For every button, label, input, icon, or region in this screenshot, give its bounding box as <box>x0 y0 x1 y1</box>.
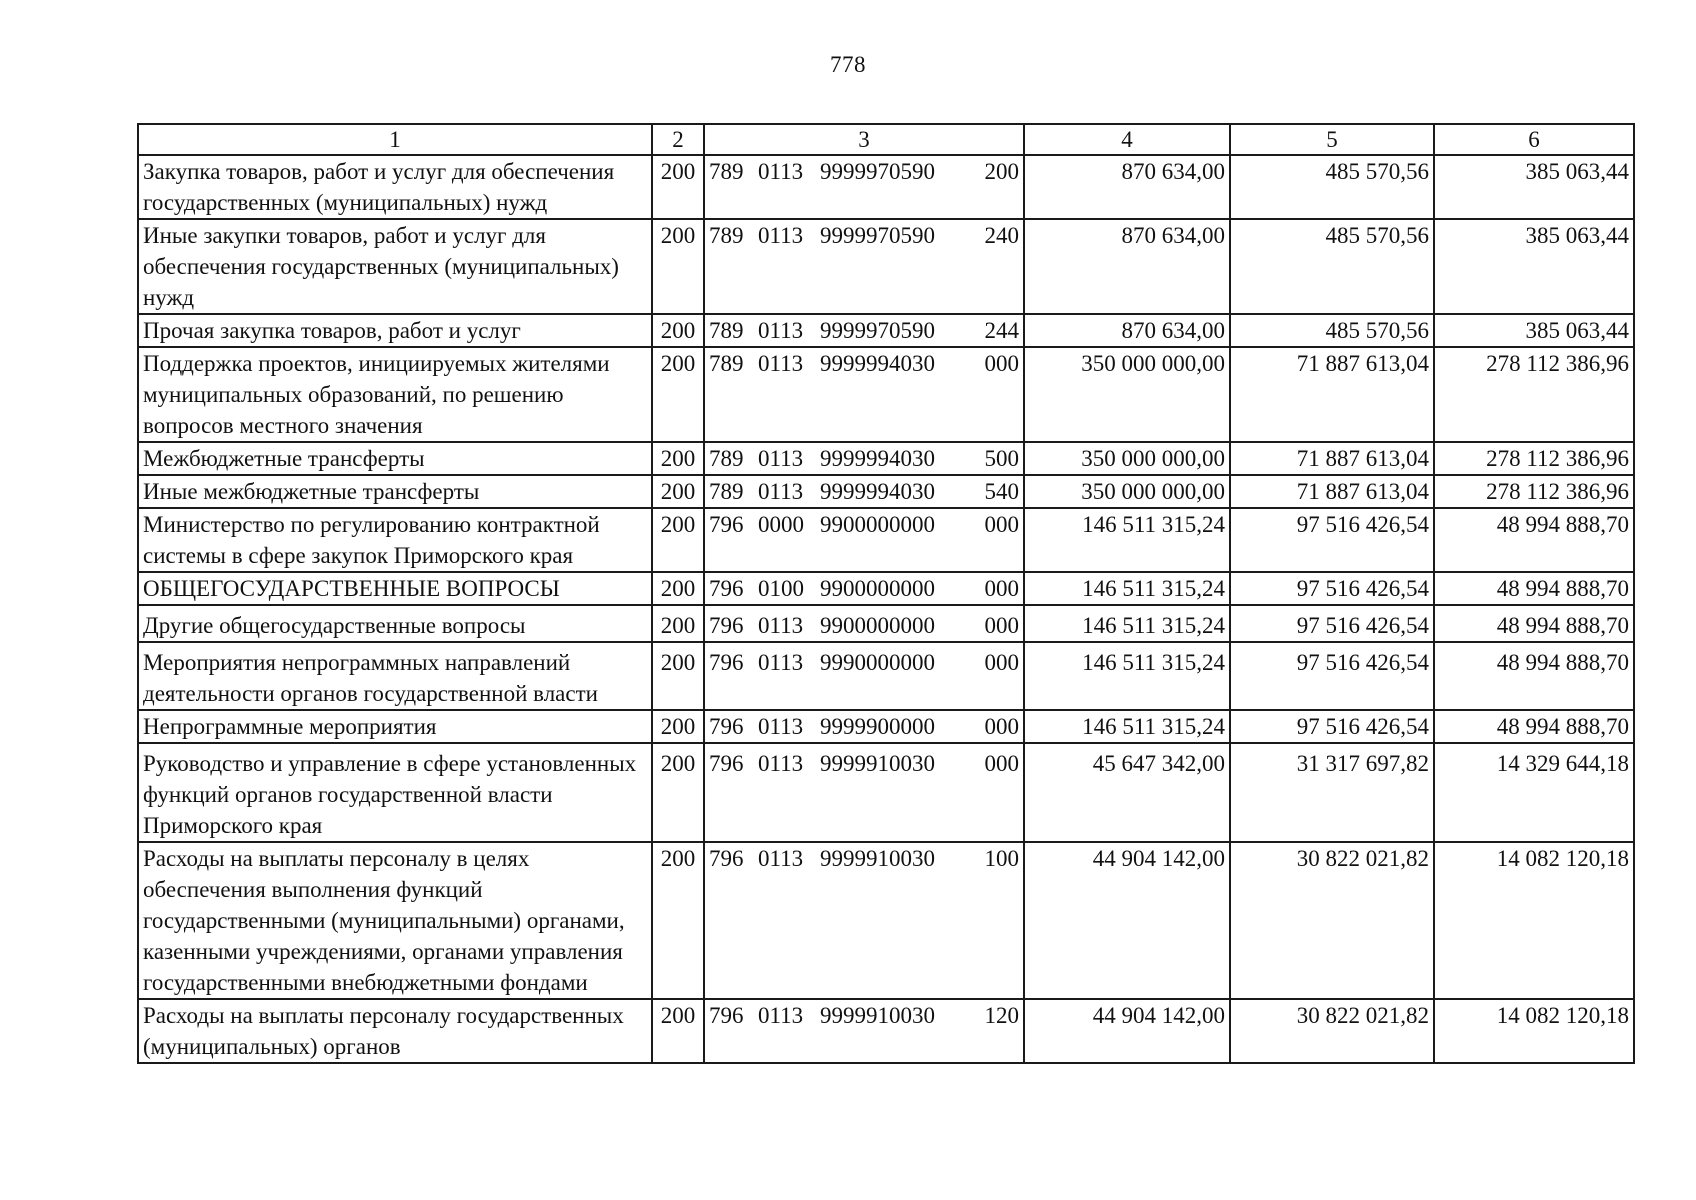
row-code-col2: 200 <box>652 155 704 219</box>
row-value-col4: 350 000 000,00 <box>1024 475 1230 508</box>
row-code-col2: 200 <box>652 347 704 442</box>
header-col-5: 5 <box>1230 124 1434 155</box>
row-code-col2: 200 <box>652 314 704 347</box>
row-classification-code <box>704 743 1024 842</box>
row-code-col2: 200 <box>652 743 704 842</box>
row-name: Поддержка проектов, инициируемых жителями муниципальных образований, по решению вопросов местного значения <box>138 347 652 442</box>
target-article-code: 9999900000 <box>820 714 935 739</box>
row-value-col6: 385 063,44 <box>1434 219 1634 314</box>
target-article-code: 9999970590 <box>820 159 935 184</box>
row-classification-code <box>704 155 1024 219</box>
row-name: Закупка товаров, работ и услуг для обеспечения государственных (муниципальных) нужд <box>138 155 652 219</box>
grbs-code: 796 <box>709 1003 744 1028</box>
target-article-code: 9900000000 <box>820 576 935 601</box>
grbs-code: 789 <box>709 223 744 248</box>
grbs-code: 789 <box>709 479 744 504</box>
row-code-col2: 200 <box>652 605 704 642</box>
table-row <box>138 605 1634 642</box>
row-name: Расходы на выплаты персоналу государственных (муниципальных) органов <box>138 999 652 1063</box>
target-article-code: 9900000000 <box>820 512 935 537</box>
row-name: Межбюджетные трансферты <box>138 442 652 475</box>
row-code-col2: 200 <box>652 572 704 605</box>
row-value-col4: 146 511 315,24 <box>1024 572 1230 605</box>
expense-type-code: 000 <box>984 714 1019 739</box>
row-classification-code <box>704 572 1024 605</box>
expense-type-code: 200 <box>984 159 1019 184</box>
table-row <box>138 642 1634 710</box>
expense-type-code: 000 <box>984 351 1019 376</box>
row-value-col6: 48 994 888,70 <box>1434 572 1634 605</box>
row-value-col6: 278 112 386,96 <box>1434 475 1634 508</box>
table-row <box>138 508 1634 572</box>
target-article-code: 9990000000 <box>820 650 935 675</box>
section-code: 0100 <box>758 576 804 601</box>
section-code: 0113 <box>758 1003 804 1028</box>
section-code: 0113 <box>758 714 804 739</box>
table-row <box>138 314 1634 347</box>
row-value-col4: 44 904 142,00 <box>1024 842 1230 999</box>
expense-type-code: 000 <box>984 650 1019 675</box>
row-classification-code <box>704 605 1024 642</box>
page-number: 778 <box>830 52 866 77</box>
grbs-code: 796 <box>709 512 744 537</box>
expense-type-code: 500 <box>984 446 1019 471</box>
header-col-6: 6 <box>1434 124 1634 155</box>
row-value-col5: 71 887 613,04 <box>1230 347 1434 442</box>
section-code: 0113 <box>758 751 804 776</box>
row-value-col4: 146 511 315,24 <box>1024 710 1230 743</box>
header-col-1: 1 <box>138 124 652 155</box>
row-value-col5: 71 887 613,04 <box>1230 475 1434 508</box>
table-row <box>138 710 1634 743</box>
row-name: Министерство по регулированию контрактной системы в сфере закупок Приморского края <box>138 508 652 572</box>
section-code: 0113 <box>758 613 804 638</box>
header-col-4: 4 <box>1024 124 1230 155</box>
section-code: 0113 <box>758 650 804 675</box>
table-row <box>138 999 1634 1063</box>
row-value-col4: 146 511 315,24 <box>1024 642 1230 710</box>
row-name: Иные межбюджетные трансферты <box>138 475 652 508</box>
row-name: Руководство и управление в сфере установленных функций органов государственной власти Приморского края <box>138 743 652 842</box>
expense-type-code: 000 <box>984 613 1019 638</box>
table-row <box>138 442 1634 475</box>
table-row <box>138 743 1634 842</box>
header-col-2: 2 <box>652 124 704 155</box>
row-value-col6: 14 082 120,18 <box>1434 999 1634 1063</box>
row-value-col5: 31 317 697,82 <box>1230 743 1434 842</box>
row-value-col4: 350 000 000,00 <box>1024 442 1230 475</box>
table-row <box>138 219 1634 314</box>
table-row <box>138 842 1634 999</box>
expense-type-code: 100 <box>984 846 1019 871</box>
grbs-code: 789 <box>709 446 744 471</box>
grbs-code: 796 <box>709 613 744 638</box>
grbs-code: 789 <box>709 159 744 184</box>
row-value-col5: 97 516 426,54 <box>1230 710 1434 743</box>
expense-type-code: 000 <box>984 576 1019 601</box>
target-article-code: 9999994030 <box>820 446 935 471</box>
row-value-col6: 278 112 386,96 <box>1434 347 1634 442</box>
row-value-col4: 45 647 342,00 <box>1024 743 1230 842</box>
target-article-code: 9999910030 <box>820 751 935 776</box>
row-value-col5: 97 516 426,54 <box>1230 605 1434 642</box>
table-row <box>138 475 1634 508</box>
row-value-col4: 870 634,00 <box>1024 219 1230 314</box>
grbs-code: 796 <box>709 714 744 739</box>
row-classification-code <box>704 710 1024 743</box>
row-name: Другие общегосударственные вопросы <box>138 605 652 642</box>
row-code-col2: 200 <box>652 710 704 743</box>
target-article-code: 9999970590 <box>820 223 935 248</box>
section-code: 0113 <box>758 479 804 504</box>
row-classification-code <box>704 219 1024 314</box>
row-value-col5: 30 822 021,82 <box>1230 999 1434 1063</box>
section-code: 0113 <box>758 846 804 871</box>
row-code-col2: 200 <box>652 508 704 572</box>
section-code: 0113 <box>758 446 804 471</box>
row-name: Расходы на выплаты персоналу в целях обеспечения выполнения функций государственными (муниципальными) органами, казенными учреждениями, органами управления государственными внебюджетными фондами <box>138 842 652 999</box>
target-article-code: 9999994030 <box>820 479 935 504</box>
row-code-col2: 200 <box>652 219 704 314</box>
row-classification-code <box>704 442 1024 475</box>
row-value-col5: 97 516 426,54 <box>1230 642 1434 710</box>
table-row <box>138 155 1634 219</box>
row-classification-code <box>704 314 1024 347</box>
row-classification-code <box>704 508 1024 572</box>
row-code-col2: 200 <box>652 842 704 999</box>
row-code-col2: 200 <box>652 642 704 710</box>
grbs-code: 796 <box>709 846 744 871</box>
row-name: ОБЩЕГОСУДАРСТВЕННЫЕ ВОПРОСЫ <box>138 572 652 605</box>
table-row <box>138 347 1634 442</box>
row-value-col5: 97 516 426,54 <box>1230 572 1434 605</box>
row-value-col6: 48 994 888,70 <box>1434 605 1634 642</box>
expense-type-code: 000 <box>984 512 1019 537</box>
section-code: 0113 <box>758 351 804 376</box>
section-code: 0113 <box>758 159 804 184</box>
row-code-col2: 200 <box>652 999 704 1063</box>
grbs-code: 796 <box>709 650 744 675</box>
target-article-code: 9900000000 <box>820 613 935 638</box>
row-name: Иные закупки товаров, работ и услуг для обеспечения государственных (муниципальных) нужд <box>138 219 652 314</box>
expense-type-code: 244 <box>984 318 1019 343</box>
target-article-code: 9999994030 <box>820 351 935 376</box>
row-code-col2: 200 <box>652 442 704 475</box>
row-value-col6: 14 329 644,18 <box>1434 743 1634 842</box>
grbs-code: 796 <box>709 751 744 776</box>
row-value-col6: 278 112 386,96 <box>1434 442 1634 475</box>
row-value-col4: 870 634,00 <box>1024 155 1230 219</box>
row-value-col6: 48 994 888,70 <box>1434 642 1634 710</box>
row-value-col6: 14 082 120,18 <box>1434 842 1634 999</box>
row-classification-code <box>704 642 1024 710</box>
row-value-col4: 870 634,00 <box>1024 314 1230 347</box>
row-classification-code <box>704 347 1024 442</box>
expense-type-code: 000 <box>984 751 1019 776</box>
row-classification-code <box>704 842 1024 999</box>
grbs-code: 789 <box>709 318 744 343</box>
row-value-col4: 350 000 000,00 <box>1024 347 1230 442</box>
row-value-col4: 146 511 315,24 <box>1024 508 1230 572</box>
row-value-col4: 44 904 142,00 <box>1024 999 1230 1063</box>
section-code: 0113 <box>758 223 804 248</box>
row-value-col5: 71 887 613,04 <box>1230 442 1434 475</box>
grbs-code: 789 <box>709 351 744 376</box>
expense-type-code: 540 <box>984 479 1019 504</box>
row-classification-code <box>704 475 1024 508</box>
row-value-col6: 48 994 888,70 <box>1434 710 1634 743</box>
header-col-3: 3 <box>704 124 1024 155</box>
row-value-col5: 485 570,56 <box>1230 155 1434 219</box>
row-name: Мероприятия непрограммных направлений деятельности органов государственной власти <box>138 642 652 710</box>
row-name: Прочая закупка товаров, работ и услуг <box>138 314 652 347</box>
row-code-col2: 200 <box>652 475 704 508</box>
header-row <box>138 124 1634 155</box>
row-value-col5: 485 570,56 <box>1230 314 1434 347</box>
expense-type-code: 120 <box>984 1003 1019 1028</box>
expense-type-code: 240 <box>984 223 1019 248</box>
budget-table <box>137 123 1635 1064</box>
row-value-col6: 385 063,44 <box>1434 314 1634 347</box>
row-value-col5: 30 822 021,82 <box>1230 842 1434 999</box>
row-value-col5: 485 570,56 <box>1230 219 1434 314</box>
row-name: Непрограммные мероприятия <box>138 710 652 743</box>
section-code: 0113 <box>758 318 804 343</box>
row-value-col6: 48 994 888,70 <box>1434 508 1634 572</box>
row-value-col5: 97 516 426,54 <box>1230 508 1434 572</box>
row-value-col4: 146 511 315,24 <box>1024 605 1230 642</box>
target-article-code: 9999910030 <box>820 846 935 871</box>
section-code: 0000 <box>758 512 804 537</box>
table-row <box>138 572 1634 605</box>
target-article-code: 9999910030 <box>820 1003 935 1028</box>
row-classification-code <box>704 999 1024 1063</box>
row-value-col6: 385 063,44 <box>1434 155 1634 219</box>
grbs-code: 796 <box>709 576 744 601</box>
target-article-code: 9999970590 <box>820 318 935 343</box>
